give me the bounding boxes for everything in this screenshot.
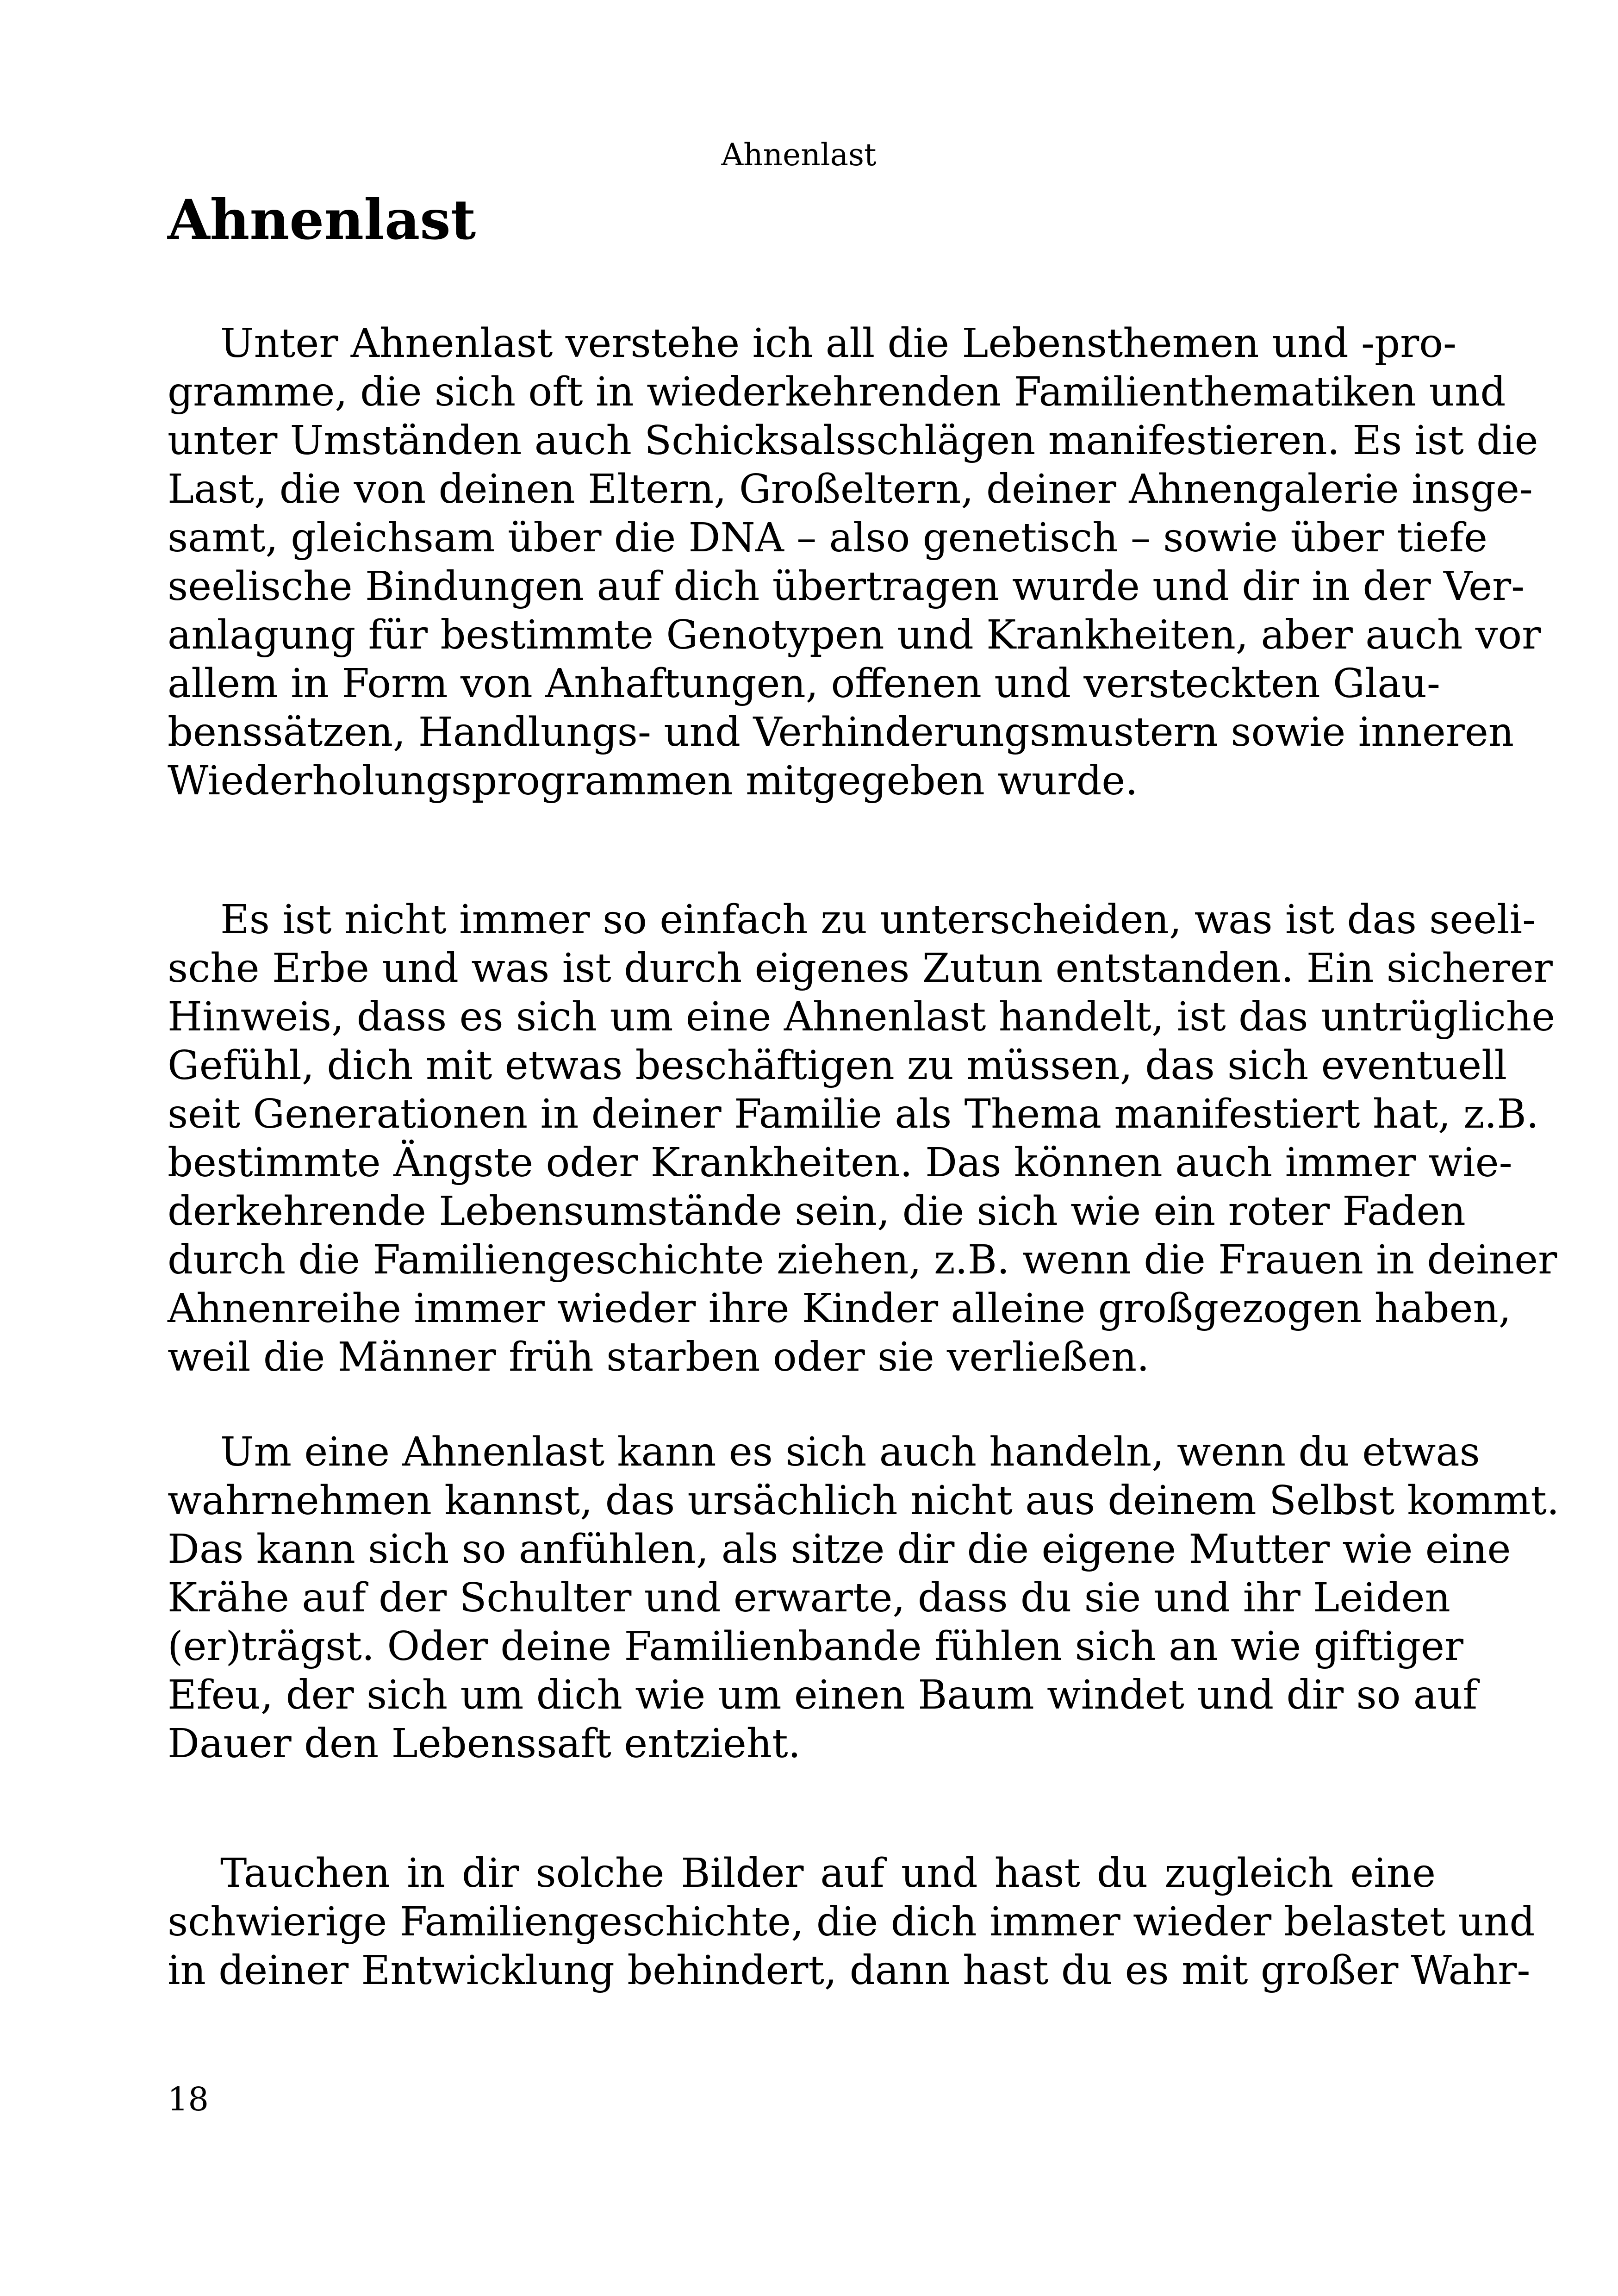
text-line: unter Umständen auch Schicksalsschlägen manifestieren. Es ist die (168, 418, 1538, 464)
text-line: gramme, die sich oft in wiederkehrenden Familienthematiken und (168, 369, 1506, 415)
text-line: seit Generationen in deiner Familie als Thema manifestiert hat, z.B. (168, 1091, 1539, 1137)
text-line: weil die Männer früh starben oder sie verließen. (168, 1334, 1150, 1380)
text-line: derkehrende Lebensumstände sein, die sich wie ein roter Faden (168, 1188, 1466, 1235)
text-line: wahrnehmen kannst, das ursächlich nicht aus deinem Selbst kommt. (168, 1478, 1560, 1524)
page-number: 18 (168, 2080, 209, 2118)
text-line: benssätzen, Handlungs- und Verhinderungsmustern sowie inneren (168, 709, 1514, 755)
text-line: Tauchen in dir solche Bilder auf und hast du zugleich eine (220, 1850, 1436, 1897)
text-line: Wiederholungsprogrammen mitgegeben wurde. (168, 758, 1138, 804)
running-header: Ahnenlast (721, 137, 877, 173)
text-line: allem in Form von Anhaftungen, offenen und versteckten Glau- (168, 661, 1440, 707)
text-line: Krähe auf der Schulter und erwarte, dass du sie und ihr Leiden (168, 1575, 1450, 1621)
text-line: Um eine Ahnenlast kann es sich auch handeln, wenn du etwas (220, 1429, 1480, 1475)
text-line: durch die Familiengeschichte ziehen, z.B. wenn die Frauen in deiner (168, 1237, 1557, 1283)
text-line: Ahnenreihe immer wieder ihre Kinder alleine großgezogen haben, (168, 1285, 1512, 1332)
text-line: (er)trägst. Oder deine Familienbande fühlen sich an wie giftiger (168, 1623, 1463, 1670)
text-line: Gefühl, dich mit etwas beschäftigen zu müssen, das sich eventuell (168, 1042, 1507, 1089)
text-line: bestimmte Ängste oder Krankheiten. Das können auch immer wie- (168, 1140, 1512, 1186)
text-line: Last, die von deinen Eltern, Großeltern, deiner Ahnengalerie insge- (168, 466, 1533, 512)
text-line: seelische Bindungen auf dich übertragen wurde und dir in der Ver- (168, 563, 1525, 610)
text-line: samt, gleichsam über die DNA – also genetisch – sowie über tiefe (168, 515, 1487, 561)
text-line: Unter Ahnenlast verstehe ich all die Lebensthemen und -pro- (220, 320, 1457, 367)
text-line: Dauer den Lebenssaft entzieht. (168, 1721, 801, 1767)
text-line: schwierige Familiengeschichte, die dich immer wieder belastet und (168, 1899, 1535, 1945)
text-line: in deiner Entwicklung behindert, dann hast du es mit großer Wahr- (168, 1947, 1531, 1994)
text-line: Hinweis, dass es sich um eine Ahnenlast handelt, ist das untrügliche (168, 994, 1556, 1040)
text-line: sche Erbe und was ist durch eigenes Zutun entstanden. Ein sicherer (168, 945, 1553, 992)
text-line: anlagung für bestimmte Genotypen und Krankheiten, aber auch vor (168, 612, 1541, 658)
text-line: Efeu, der sich um dich wie um einen Baum windet und dir so auf (168, 1672, 1478, 1718)
text-line: Es ist nicht immer so einfach zu unterscheiden, was ist das seeli- (220, 897, 1536, 943)
chapter-title: Ahnenlast (168, 187, 476, 252)
text-line: Das kann sich so anfühlen, als sitze dir die eigene Mutter wie eine (168, 1526, 1511, 1572)
